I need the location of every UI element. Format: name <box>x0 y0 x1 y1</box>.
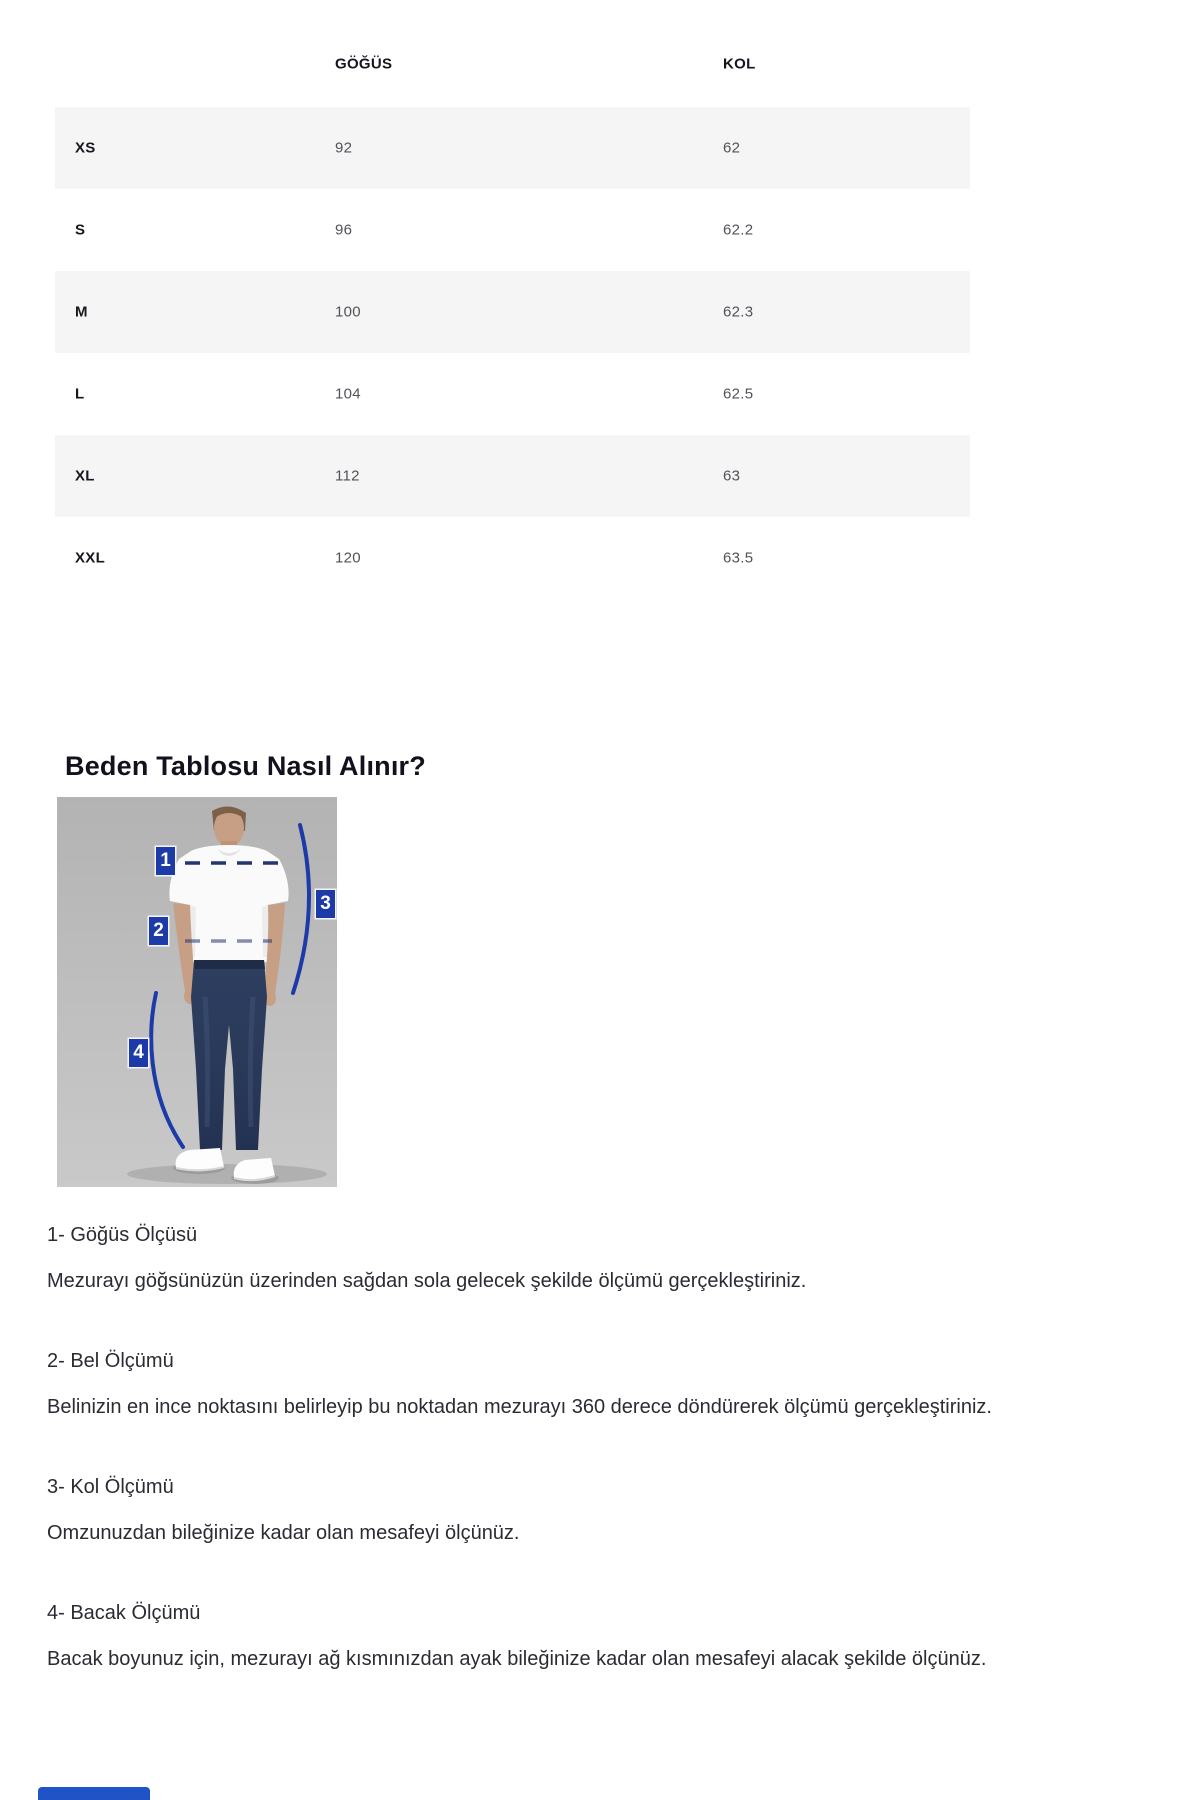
arm-value: 62.2 <box>723 221 754 239</box>
instruction-body: Bacak boyunuz için, mezurayı ağ kısmınızdan ayak bileğinize kadar olan mesafeyi alacak şekilde ölçünüz. <box>47 1648 987 1670</box>
chest-value: 100 <box>335 303 361 321</box>
size-label: M <box>75 303 88 321</box>
marker-2-waist: 2 <box>149 917 168 945</box>
instruction-body: Belinizin en ince noktasını belirleyip bu noktadan mezurayı 360 derece döndürerek ölçümü gerçekleştiriniz. <box>47 1396 992 1418</box>
chest-value: 104 <box>335 385 361 403</box>
column-header-arm: KOL <box>723 55 756 72</box>
arm-value: 63.5 <box>723 549 754 567</box>
instruction-body: Mezurayı göğsünüzün üzerinden sağdan sola gelecek şekilde ölçümü gerçekleştiriniz. <box>47 1270 807 1292</box>
table-row <box>55 107 970 189</box>
column-header-chest: GÖĞÜS <box>335 55 393 72</box>
instruction-chest <box>47 1224 1037 1303</box>
instruction-arm <box>47 1476 1037 1555</box>
marker-4-leg: 4 <box>129 1039 148 1067</box>
marker-3-arm: 3 <box>316 890 335 918</box>
instruction-body: Omzunuzdan bileğinize kadar olan mesafeyi ölçünüz. <box>47 1522 520 1544</box>
chest-value: 112 <box>335 467 360 485</box>
table-row <box>55 189 970 271</box>
arm-value: 62.5 <box>723 385 754 403</box>
size-table <box>55 20 970 599</box>
chest-value: 120 <box>335 549 361 567</box>
table-row <box>55 353 970 435</box>
instruction-waist <box>47 1350 1037 1429</box>
arm-value: 63 <box>723 467 741 485</box>
instruction-heading: 3- Kol Ölçümü <box>47 1476 174 1498</box>
table-row <box>55 271 970 353</box>
table-row <box>55 435 970 517</box>
chest-value: 92 <box>335 139 353 157</box>
measurement-instructions <box>47 1224 1037 1728</box>
bottom-blue-bar[interactable] <box>38 1787 150 1800</box>
chest-value: 96 <box>335 221 353 239</box>
table-row <box>55 517 970 599</box>
instruction-heading: 4- Bacak Ölçümü <box>47 1602 201 1624</box>
instruction-heading: 1- Göğüs Ölçüsü <box>47 1224 198 1246</box>
size-label: XS <box>75 139 96 157</box>
model-photo <box>57 797 337 1187</box>
size-table-header-row <box>55 20 970 107</box>
arm-value: 62.3 <box>723 303 754 321</box>
size-label: XL <box>75 467 95 485</box>
measurement-figure <box>57 797 337 1187</box>
size-label: XXL <box>75 549 106 567</box>
instruction-heading: 2- Bel Ölçümü <box>47 1350 174 1372</box>
marker-1-chest: 1 <box>156 847 175 875</box>
page-title: Beden Tablosu Nasıl Alınır? <box>65 751 426 782</box>
arm-value: 62 <box>723 139 741 157</box>
instruction-leg <box>47 1602 1037 1681</box>
size-label: L <box>75 385 85 403</box>
size-label: S <box>75 221 86 239</box>
